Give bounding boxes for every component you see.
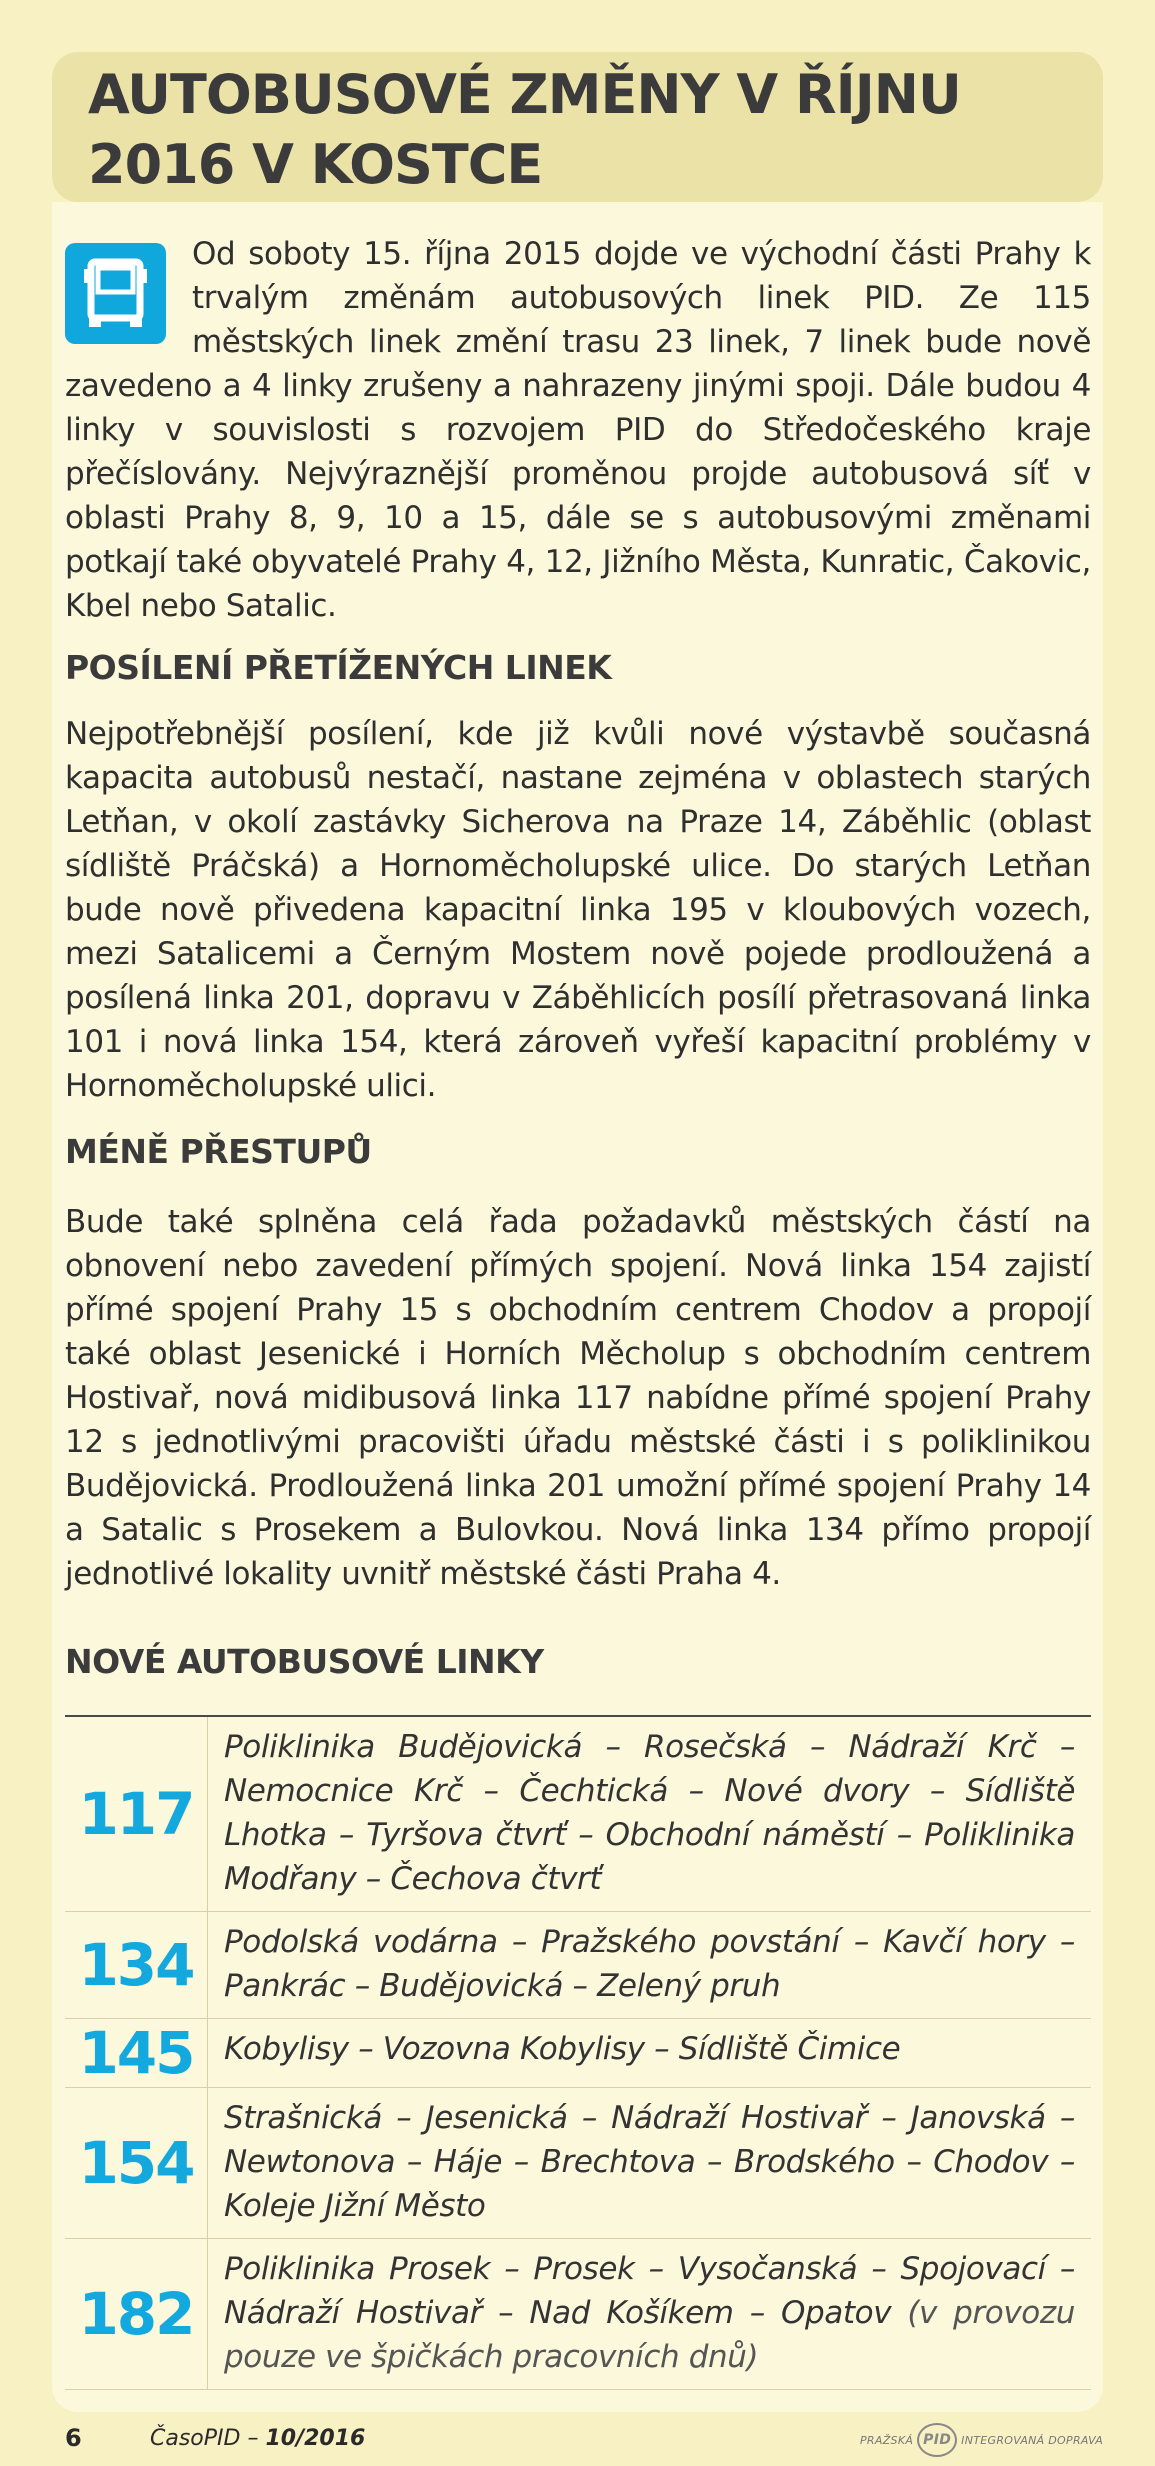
- route-note: (v provozu pouze ve špičkách pracovních dnů): [224, 2295, 1075, 2375]
- page-title: AUTOBUSOVÉ ZMĚNY V ŘÍJNU 2016 V KOSTCE: [88, 63, 961, 196]
- magazine-issue: 10/2016: [265, 2426, 366, 2451]
- line-row: [65, 1912, 1091, 2019]
- section-paragraph: Bude také splněna celá řada požadavků městských částí na obnovení nebo zavedení přímých spojení. Nová linka 154 zajistí přímé spojení Prahy 15 s obchodním centrem Chodov a propojí také oblast Jesenické i Horních Měcholup s obchodním centrem Hostivař, nová midibusová linka 117 nabídne přímé spojení Prahy 12 s jednotlivými pracovišti úřadu městské části i s poliklinikou Budějovická. Prodloužená linka 201 umožní přímé spojení Prahy 14 a Satalic s Prosekem a Bulovkou. Nová linka 134 přímo propojí jednotlivé lokality uvnitř městské části Praha 4.: [65, 1204, 1091, 1592]
- line-number: 117: [65, 1717, 208, 1911]
- page-number: 6: [65, 2424, 82, 2452]
- intro-text: Od soboty 15. října 2015 dojde ve východní části Prahy k trvalým změnám autobusových linek PID. Ze 115 městských linek změní trasu 23 linek, 7 linek bude nově zavedeno a 4 linky zrušeny a nahrazeny jinými spoji. Dále budou 4 linky v souvislosti s rozvojem PID do Středočeského kraje přečíslovány. Nejvýraznější proměnou projde autobusová síť v oblasti Prahy 8, 9, 10 a 15, dále se s autobusovými změnami potkají také obyvatelé Prahy 4, 12, Jižního Města, Kunratic, Čakovic, Kbel nebo Satalic.: [65, 236, 1091, 624]
- line-number: 154: [65, 2088, 208, 2238]
- title-box: [52, 52, 1103, 202]
- line-route: Poliklinika Budějovická – Rosečská – Nádraží Krč – Nemocnice Krč – Čechtická – Nové dvory – Sídliště Lhotka – Tyršova čtvrť – Obchodní náměstí – Poliklinika Modřany – Čechova čtvrť: [224, 1729, 1075, 1897]
- line-row: [65, 1717, 1091, 1912]
- lines-table: [65, 1715, 1091, 2390]
- magazine-title: ČasoPID –: [150, 2426, 259, 2451]
- route-stops: Poliklinika Prosek – Prosek – Vysočanská – Spojovací – Nádraží Hostivař – Nad Košíkem – Opatov: [224, 2251, 1075, 2331]
- line-row: [65, 2239, 1091, 2390]
- line-number: 145: [65, 2019, 208, 2087]
- line-route: Kobylisy – Vozovna Kobylisy – Sídliště Čimice: [224, 2031, 901, 2067]
- brand: [860, 2422, 1120, 2458]
- line-route: Podolská vodárna – Pražského povstání – Kavčí hory – Pankrác – Budějovická – Zelený pruh: [224, 1924, 1075, 2004]
- line-route: Strašnická – Jesenická – Nádraží Hostivař – Janovská – Newtonova – Háje – Brechtova – Brodského – Chodov – Koleje Jižní Město: [224, 2100, 1075, 2224]
- section-heading: POSÍLENÍ PŘETÍŽENÝCH LINEK: [65, 648, 612, 687]
- magazine-name: [150, 2426, 365, 2451]
- footer: [0, 2412, 1155, 2466]
- line-route: [208, 2239, 1091, 2389]
- section-paragraph: Nejpotřebnější posílení, kde již kvůli nové výstavbě současná kapacita autobusů nestačí, nastane zejména v oblastech starých Letňan, v okolí zastávky Sicherova na Praze 14, Záběhlic (oblast sídliště Práčská) a Hornoměcholupské ulice. Do starých Letňan bude nově přivedena kapacitní linka 195 v kloubových vozech, mezi Satalicemi a Černým Mostem nově pojede prodloužená a posílená linka 201, dopravu v Záběhlicích posílí přetrasovaná linka 101 i nová linka 154, která zároveň vyřeší kapacitní problémy v Hornoměcholupské ulici.: [65, 716, 1091, 1104]
- brand-left-text: PRAŽSKÁ: [860, 2433, 914, 2447]
- pid-logo-icon: PID: [917, 2423, 957, 2457]
- line-number: 182: [65, 2239, 208, 2389]
- line-number: 134: [65, 1912, 208, 2018]
- lines-heading: NOVÉ AUTOBUSOVÉ LINKY: [65, 1642, 544, 1681]
- brand-right-text: INTEGROVANÁ DOPRAVA: [961, 2433, 1104, 2447]
- line-row: [65, 2088, 1091, 2239]
- line-row: [65, 2019, 1091, 2088]
- section-heading: MÉNĚ PŘESTUPŮ: [65, 1132, 372, 1171]
- intro-paragraph: [65, 232, 1091, 628]
